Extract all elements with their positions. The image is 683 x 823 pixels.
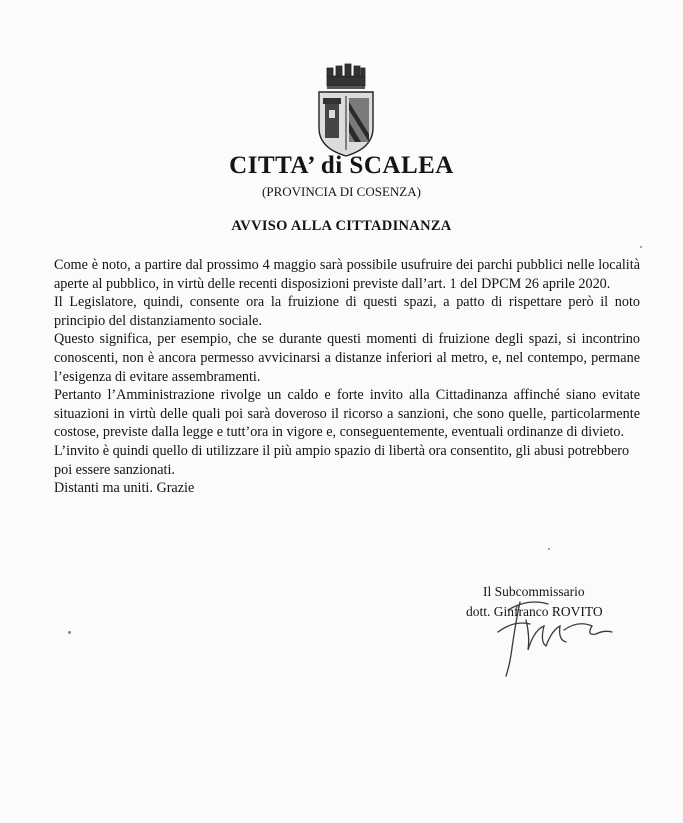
paragraph: Questo significa, per esempio, che se durante questi momenti di fruizione degli spazi, si incontrino conoscenti, non è ancora permesso avvicinarsi a distanze inferiori al metro, e, nel contempo, permane l’esigenza di evitare assembramenti. bbox=[54, 331, 640, 385]
notice-body bbox=[54, 256, 640, 498]
scan-speck bbox=[548, 548, 550, 550]
notice-title: AVVISO ALLA CITTADINANZA bbox=[231, 218, 452, 234]
signatory-role: Il Subcommissario bbox=[483, 584, 585, 599]
paragraph: Il Legislatore, quindi, consente ora la fruizione di questi spazi, a patto di rispettare però il noto principio del distanziamento sociale. bbox=[54, 294, 640, 329]
handwritten-signature-icon bbox=[468, 590, 628, 680]
scan-speck bbox=[640, 246, 642, 248]
paragraph: Distanti ma uniti. Grazie bbox=[54, 480, 195, 497]
paragraph: Pertanto l’Amministrazione rivolge un caldo e forte invito alla Cittadinanza affinché siano evitate situazioni in virtù delle quali poi sarà doveroso il ricorso a sanzioni, che sono quelle, particolarmente costose, previste dalla legge e tutt’ora in vigore e, conseguentemente, eventuali ordinanze di divieto. bbox=[54, 387, 640, 441]
city-title: CITTA’ di SCALEA bbox=[229, 152, 454, 179]
coat-of-arms-icon bbox=[313, 62, 379, 158]
province-subtitle: (PROVINCIA DI COSENZA) bbox=[262, 184, 421, 199]
scan-speck bbox=[68, 631, 71, 634]
paragraph: Come è noto, a partire dal prossimo 4 maggio sarà possibile usufruire dei parchi pubblici nelle località aperte al pubblico, in virtù delle recenti disposizioni previste dall’art. 1 del DPCM 26 aprile 2020. bbox=[54, 257, 640, 292]
paragraph: L’invito è quindi quello di utilizzare il più ampio spazio di libertà ora consentito, gli abusi potrebbero poi essere sanzionati. bbox=[54, 442, 630, 478]
signatory-name: dott. Ginfranco ROVITO bbox=[466, 604, 603, 619]
